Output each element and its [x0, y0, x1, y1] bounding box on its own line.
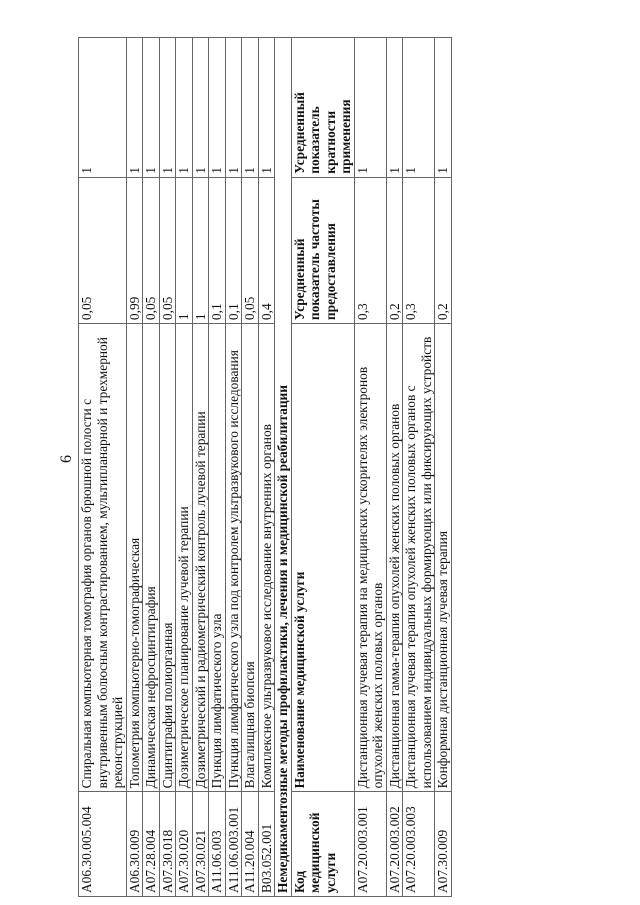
table-row: [386, 38, 403, 897]
medical-services-table: [78, 37, 452, 897]
service-name: Комплексное ультразвуковое исследование внутренних органов: [258, 324, 275, 792]
service-multiplicity: 1: [192, 38, 209, 178]
service-multiplicity: 1: [176, 38, 193, 178]
service-code: A06.30.005.004: [79, 792, 127, 897]
service-name: Дистанционная лучевая терапия опухолей женских половых органов с использованием индивидуальных формирующих или фиксирующих устройств: [403, 324, 435, 792]
service-code: A07.30.021: [192, 792, 209, 897]
service-code: A07.30.018: [159, 792, 176, 897]
service-multiplicity: 1: [225, 38, 242, 178]
table-row: [209, 38, 226, 897]
service-multiplicity: 1: [354, 38, 386, 178]
service-multiplicity: 1: [242, 38, 259, 178]
service-code: A07.20.003.003: [403, 792, 435, 897]
service-name: Дистанционная лучевая терапия на медицинских ускорителях электронов опухолей женских половых органов: [354, 324, 386, 792]
table-row: [126, 38, 143, 897]
table-row: [258, 38, 275, 897]
table-row: [403, 38, 435, 897]
service-code: A07.20.003.002: [386, 792, 403, 897]
service-code: B03.052.001: [258, 792, 275, 897]
table-row: [192, 38, 209, 897]
page-number: 6: [58, 455, 75, 463]
service-name: Дозиметрический и радиометрический контроль лучевой терапии: [192, 324, 209, 792]
service-frequency: 0,05: [143, 177, 160, 323]
table-row: [242, 38, 259, 897]
header-row: [291, 38, 354, 897]
table-row: [143, 38, 160, 897]
table-row: [79, 38, 127, 897]
service-name: Динамическая нефросцинтиграфия: [143, 324, 160, 792]
table-row: [225, 38, 242, 897]
services-group-b: [354, 38, 451, 897]
service-name: Конформная дистанционная лучевая терапия: [435, 324, 452, 792]
service-multiplicity: 1: [79, 38, 127, 178]
service-frequency: 1: [176, 177, 193, 323]
service-name: Дистанционная гамма-терапия опухолей женских половых органов: [386, 324, 403, 792]
section-title: Немедикаментозные методы профилактики, лечения и медицинской реабилитации: [275, 38, 292, 897]
table-row: [159, 38, 176, 897]
service-multiplicity: 1: [126, 38, 143, 178]
service-frequency: 0,3: [354, 177, 386, 323]
service-multiplicity: 1: [258, 38, 275, 178]
table-row: [435, 38, 452, 897]
service-multiplicity: 1: [403, 38, 435, 178]
service-frequency: 0,05: [242, 177, 259, 323]
service-code: A06.30.009: [126, 792, 143, 897]
service-multiplicity: 1: [159, 38, 176, 178]
service-frequency: 0,05: [79, 177, 127, 323]
service-code: A11.06.003.001: [225, 792, 242, 897]
service-frequency: 0,2: [435, 177, 452, 323]
service-name: Пункция лимфатического узла под контролем ультразвукового исследования: [225, 324, 242, 792]
service-code: A11.06.003: [209, 792, 226, 897]
service-code: A07.20.003.001: [354, 792, 386, 897]
service-frequency: 0,1: [209, 177, 226, 323]
service-multiplicity: 1: [386, 38, 403, 178]
service-frequency: 0,3: [403, 177, 435, 323]
service-name: Пункция лимфатического узла: [209, 324, 226, 792]
service-name: Сцинтиграфия полиорганная: [159, 324, 176, 792]
service-multiplicity: 1: [435, 38, 452, 178]
service-code: A07.28.004: [143, 792, 160, 897]
table-row: [354, 38, 386, 897]
header-name: Наименование медицинской услуги: [291, 324, 354, 792]
service-frequency: 0,05: [159, 177, 176, 323]
service-frequency: 0,2: [386, 177, 403, 323]
service-name: Влагалищная биопсия: [242, 324, 259, 792]
service-multiplicity: 1: [209, 38, 226, 178]
header-code: Код медицинской услуги: [291, 792, 354, 897]
service-frequency: 1: [192, 177, 209, 323]
section-block: [275, 38, 355, 897]
table-row: [176, 38, 193, 897]
service-frequency: 0,99: [126, 177, 143, 323]
service-code: A07.30.009: [435, 792, 452, 897]
service-name: Топометрия компьютерно-томографическая: [126, 324, 143, 792]
header-frequency: Усредненный показатель частоты предоставления: [291, 177, 354, 323]
service-name: Дозиметрическое планирование лучевой терапии: [176, 324, 193, 792]
services-group-a: [79, 38, 275, 897]
service-code: A11.20.004: [242, 792, 259, 897]
section-row: [275, 38, 292, 897]
service-frequency: 0,4: [258, 177, 275, 323]
service-name: Спиральная компьютерная томография органов брюшной полости с внутривенным болюсным контрастированием, мультипланарной и трехмерной реконструкцией: [79, 324, 127, 792]
service-frequency: 0,1: [225, 177, 242, 323]
service-multiplicity: 1: [143, 38, 160, 178]
header-multiplicity: Усредненный показатель кратности применения: [291, 38, 354, 178]
service-code: A07.30.020: [176, 792, 193, 897]
